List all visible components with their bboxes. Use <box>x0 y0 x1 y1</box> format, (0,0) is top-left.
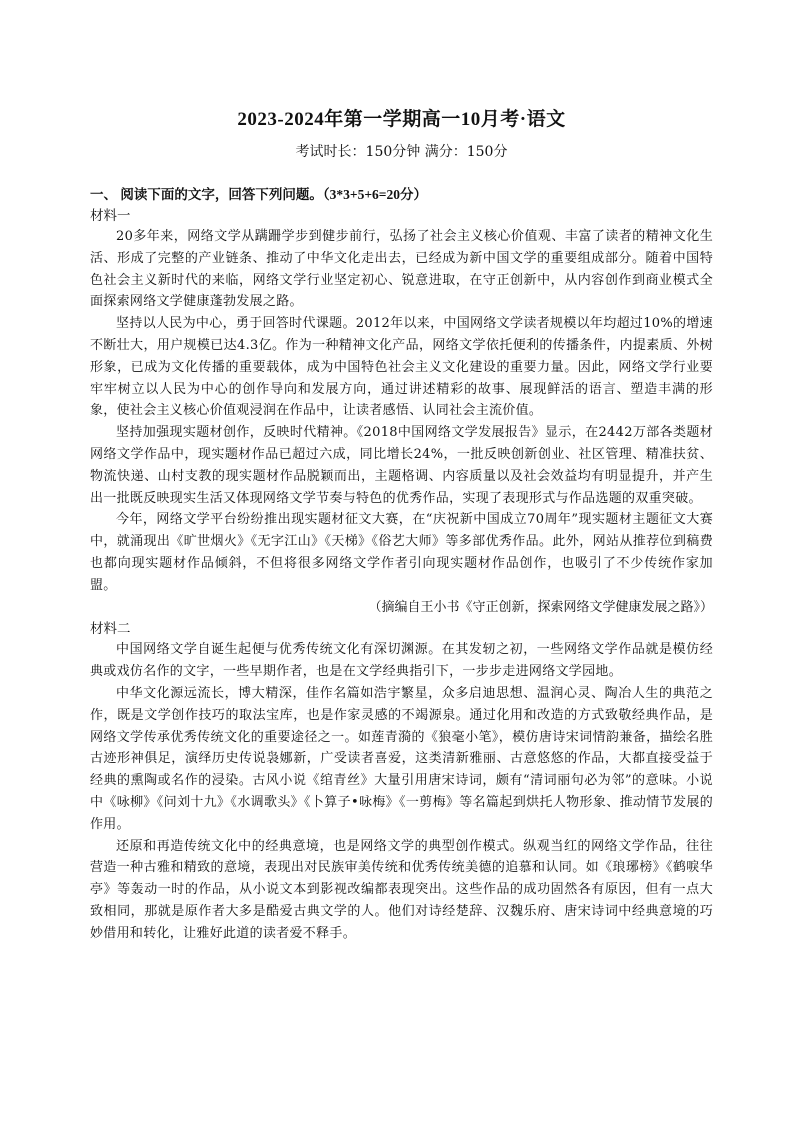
material-1-paragraph: 坚持以人民为中心，勇于回答时代课题。2012年以来，中国网络文学读者规模以年均超过10%的增速不断壮大，用户规模已达4.3亿。作为一种精神文化产品，网络文学依托便利的传播条件，内提素质、外树形象，已成为文化传播的重要载体，成为中国特色社会主义文化建设的重要力量。因此，网络文学行业要牢牢树立以人民为中心的创作导向和发展方向，通过讲述精彩的故事、展现鲜活的语言、塑造丰满的形象，使社会主义核心价值观浸润在作品中，让读者感悟、认同社会主流价值。 <box>90 316 713 419</box>
question-heading: 一、 阅读下面的文字，回答下列问题。（3*3+5+6=20分） <box>90 187 427 202</box>
material-1-paragraph: 20多年来，网络文学从蹒跚学步到健步前行，弘扬了社会主义核心价值观、丰富了读者的精神文化生活、形成了完整的产业链条、推动了中华文化走出去，已经成为新中国文学的重要组成部分。随着中国特色社会主义新时代的来临，网络文学行业坚定初心、锐意进取，在守正创新中，从内容创作到商业模式全面探索网络文学健康蓬勃发展之路。 <box>90 229 713 310</box>
material-1-paragraph: 今年，网络文学平台纷纷推出现实题材征文大赛，在“庆祝新中国成立70周年”现实题材主题征文大赛中，就涌现出《旷世烟火》《无字江山》《天梯》《俗艺大师》等多部优秀作品。此外，网站从推荐位到稿费也都向现实题材作品倾斜，不但将很多网络文学作者引向现实题材作品创作，也吸引了不少传统作家加盟。 <box>90 512 713 593</box>
exam-subtitle: 考试时长：150分钟 满分：150分 <box>295 144 508 160</box>
material-2-label: 材料二 <box>90 621 131 637</box>
material-2-paragraph: 还原和再造传统文化中的经典意境，也是网络文学的典型创作模式。纵观当红的网络文学作品，往往营造一种古雅和精致的意境，表现出对民族审美传统和优秀传统美德的追慕和认同。如《琅琊榜》《鹤唳华亭》等轰动一时的作品，从小说文本到影视改编都表现突出。这些作品的成功固然各有原因，但有一点大致相同，那就是原作者大多是酷爱古典文学的人。他们对诗经楚辞、汉魏乐府、唐宋诗词中经典意境的巧妙借用和转化，让雅好此道的读者爱不释手。 <box>90 838 713 941</box>
material-1-paragraph: 坚持加强现实题材创作，反映时代精神。《2018中国网络文学发展报告》显示，在2442万部各类题材网络文学作品中，现实题材作品已超过六成，同比增长24%，一批反映创新创业、社区管理、精准扶贫、物流快递、山村支教的现实题材作品脱颖而出，主题格调、内容质量以及社会效益均有明显提升，并产生出一批既反映现实生活又体现网络文学节奏与特色的优秀作品，实现了表现形式与作品选题的双重突破。 <box>90 425 713 506</box>
material-2-paragraph: 中国网络文学自诞生起便与优秀传统文化有深切渊源。在其发轫之初，一些网络文学作品就是模仿经典或戏仿名作的文字，一些早期作者，也是在文学经典指引下，一步步走进网络文学园地。 <box>90 642 713 680</box>
material-1-source: （摘编自王小书《守正创新，探索网络文学健康发展之路》） <box>368 599 713 615</box>
material-1-label: 材料一 <box>90 208 131 223</box>
material-2-paragraph: 中华文化源远流长，博大精深，佳作名篇如浩宇繁星，众多启迪思想、温润心灵、陶冶人生的典范之作，既是文学创作技巧的取法宝库，也是作家灵感的不竭源泉。通过化用和改造的方式致敬经典作品，是网络文学传承优秀传统文化的重要途径之一。如莲青漪的《狼毫小笔》，模仿唐诗宋词情韵兼备，描绘名胜古迹形神俱足，演绎历史传说袅娜新，广受读者喜爱，这类清新雅丽、古意悠悠的作品，大都直接受益于经典的熏陶或名作的浸染。古风小说《绾青丝》大量引用唐宋诗词，颇有“清词丽句必为邻”的意味。小说中《咏柳》《问刘十九》《水调歌头》《卜算子•咏梅》《一剪梅》等名篇起到烘托人物形象、推动情节发展的作用。 <box>90 685 713 832</box>
exam-title: 2023-2024年第一学期高一10月考·语文 <box>237 109 566 130</box>
